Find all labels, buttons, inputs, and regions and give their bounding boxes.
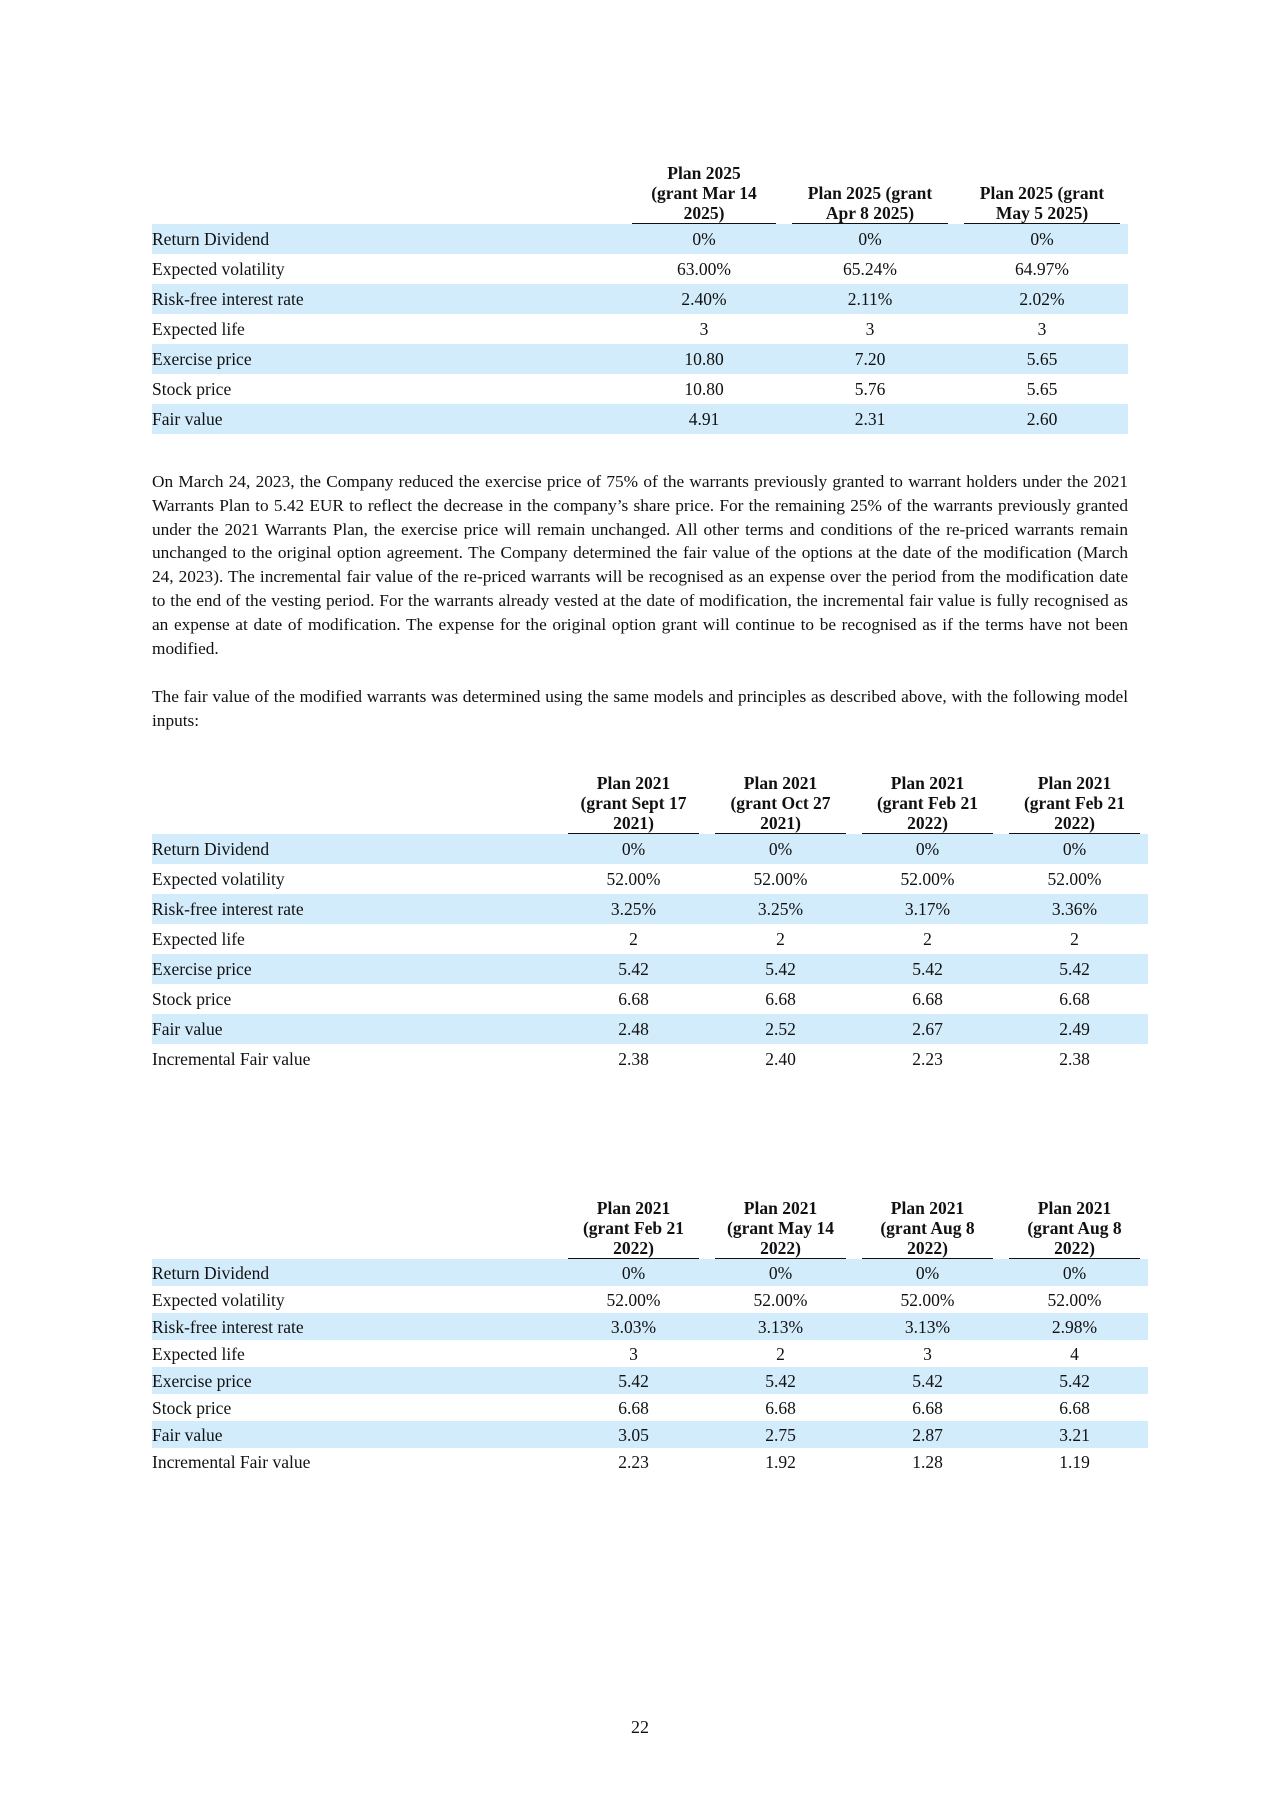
- table-cell: 5.76: [854, 379, 886, 399]
- table-cell: 5.65: [956, 344, 1128, 374]
- page-number: 22: [631, 1717, 649, 1737]
- table-cell: 2.38: [1059, 1049, 1090, 1069]
- row-label: Expected volatility: [152, 259, 285, 279]
- table-cell: 6.68: [1059, 989, 1090, 1009]
- table-cell: 2.75: [707, 1421, 854, 1448]
- table-cell: 0%: [784, 224, 956, 254]
- table-cell: 2.31: [784, 404, 956, 434]
- table-cell: 2.40: [765, 1049, 796, 1069]
- table-row: [152, 404, 1128, 434]
- table-cell: 63.00%: [677, 259, 731, 279]
- table-row: [152, 1421, 1148, 1448]
- table-cell: 0%: [854, 1259, 1001, 1286]
- table-cell: 1.92: [765, 1451, 796, 1472]
- table-cell: 0%: [1001, 1259, 1148, 1286]
- table-cell: 0%: [854, 834, 1001, 864]
- table-row: [152, 864, 1148, 894]
- table-cell: 52.00%: [900, 1289, 955, 1310]
- column-header: Plan 2025 (grant May 5 2025): [956, 163, 1128, 224]
- table-row: [152, 1259, 1148, 1286]
- table-cell: 64.97%: [1015, 259, 1069, 279]
- table-cell: 2: [776, 929, 785, 949]
- row-label: Return Dividend: [152, 834, 560, 864]
- header-spacer: [152, 773, 560, 834]
- table-cell: 0%: [707, 834, 854, 864]
- row-label: Expected life: [152, 319, 245, 339]
- table-cell: 65.24%: [843, 259, 897, 279]
- fair-value-table-modified-2021-b: [152, 1198, 1148, 1475]
- row-label: Fair value: [152, 404, 624, 434]
- column-header: Plan 2021 (grant Feb 21 2022): [1001, 773, 1148, 834]
- table-cell: 6.68: [765, 1397, 796, 1418]
- table-header-row: [152, 163, 1128, 224]
- table-cell: 1.19: [1059, 1451, 1090, 1472]
- table-cell: 2.67: [854, 1014, 1001, 1044]
- table-header-row: [152, 1198, 1148, 1259]
- table-cell: 2.52: [707, 1014, 854, 1044]
- row-label: Risk-free interest rate: [152, 284, 624, 314]
- table-cell: 4.91: [624, 404, 784, 434]
- table-cell: 0%: [560, 834, 707, 864]
- column-header: Plan 2021 (grant Feb 21 2022): [560, 1198, 707, 1259]
- table-cell: 3.13%: [707, 1313, 854, 1340]
- table-cell: 0%: [956, 224, 1128, 254]
- table-cell: 6.68: [618, 989, 649, 1009]
- table-cell: 10.80: [684, 379, 724, 399]
- table-cell: 0%: [1001, 834, 1148, 864]
- row-label: Expected volatility: [152, 1289, 285, 1310]
- table-cell: 6.68: [912, 1397, 943, 1418]
- row-label: Return Dividend: [152, 224, 624, 254]
- table-row: [152, 1448, 1148, 1475]
- row-label: Fair value: [152, 1014, 560, 1044]
- fair-value-table-plan-2025: [152, 163, 1128, 434]
- table-cell: 0%: [707, 1259, 854, 1286]
- table-cell: 5.42: [1001, 954, 1148, 984]
- row-label: Exercise price: [152, 1367, 560, 1394]
- model-inputs-paragraph: The fair value of the modified warrants was determined using the same models and principles as described above, with the following model inputs:: [152, 687, 1128, 730]
- table-row: [152, 284, 1128, 314]
- table-cell: 2.60: [956, 404, 1128, 434]
- column-header: Plan 2025 (grant Mar 14 2025): [624, 163, 784, 224]
- table-row: [152, 894, 1148, 924]
- column-header: Plan 2021 (grant Sept 17 2021): [560, 773, 707, 834]
- table-cell: 5.42: [560, 954, 707, 984]
- row-label: Incremental Fair value: [152, 1049, 311, 1069]
- table-cell: 5.65: [1026, 379, 1058, 399]
- row-label: Exercise price: [152, 954, 560, 984]
- row-label: Incremental Fair value: [152, 1451, 311, 1472]
- table-cell: 4: [1070, 1343, 1079, 1364]
- table-cell: 3.03%: [560, 1313, 707, 1340]
- column-header: Plan 2021 (grant Feb 21 2022): [854, 773, 1001, 834]
- table-cell: 3.17%: [854, 894, 1001, 924]
- column-header: Plan 2021 (grant Aug 8 2022): [854, 1198, 1001, 1259]
- table-cell: 52.00%: [900, 869, 955, 889]
- table-cell: 2.48: [560, 1014, 707, 1044]
- repricing-paragraph: On March 24, 2023, the Company reduced the exercise price of 75% of the warrants previously granted to warrant holders under the 2021 Warrants Plan to 5.42 EUR to reflect the decrease in the company’s share price. For the remaining 25% of the warrants previously granted under the 2021 Warrants Plan, the exercise price will remain unchanged. All other terms and conditions of the re-priced warrants remain unchanged to the original option agreement. The Company determined the fair value of the options at the date of the modification (March 24, 2023). The incremental fair value of the re-priced warrants will be recognised as an expense over the period from the modification date to the end of the vesting period. For the warrants already vested at the date of modification, the incremental fair value is fully recognised as an expense at date of modification. The expense for the original option grant will continue to be recognised as if the terms have not been modified.: [152, 472, 1128, 658]
- table-cell: 3: [865, 319, 875, 339]
- table-cell: 2: [776, 1343, 785, 1364]
- column-header: Plan 2025 (grant Apr 8 2025): [784, 163, 956, 224]
- table-row: [152, 254, 1128, 284]
- table-cell: 5.42: [560, 1367, 707, 1394]
- table-cell: 52.00%: [606, 869, 661, 889]
- table-cell: 2.98%: [1001, 1313, 1148, 1340]
- table-cell: 52.00%: [606, 1289, 661, 1310]
- table-cell: 3.21: [1001, 1421, 1148, 1448]
- table-row: [152, 834, 1148, 864]
- table-row: [152, 1367, 1148, 1394]
- row-label: Stock price: [152, 379, 232, 399]
- table-row: [152, 1044, 1148, 1074]
- table-row: [152, 1313, 1148, 1340]
- table-header-row: [152, 773, 1148, 834]
- row-label: Expected life: [152, 1343, 245, 1364]
- row-label: Stock price: [152, 989, 232, 1009]
- table-row: [152, 1394, 1148, 1421]
- table-row: [152, 344, 1128, 374]
- table-cell: 5.42: [707, 1367, 854, 1394]
- table-row: [152, 924, 1148, 954]
- table-row: [152, 1340, 1148, 1367]
- table-cell: 5.42: [707, 954, 854, 984]
- table-cell: 3: [629, 1343, 638, 1364]
- table-cell: 1.28: [912, 1451, 943, 1472]
- table-cell: 2: [629, 929, 638, 949]
- header-spacer: [152, 163, 624, 224]
- table-cell: 0%: [624, 224, 784, 254]
- column-header: Plan 2021 (grant Aug 8 2022): [1001, 1198, 1148, 1259]
- column-header: Plan 2021 (grant Oct 27 2021): [707, 773, 854, 834]
- table-cell: 2.02%: [956, 284, 1128, 314]
- table-cell: 5.42: [1001, 1367, 1148, 1394]
- fair-value-table-modified-2021-a: [152, 773, 1148, 1074]
- table-cell: 7.20: [784, 344, 956, 374]
- table-cell: 6.68: [765, 989, 796, 1009]
- row-label: Return Dividend: [152, 1259, 560, 1286]
- table-row: [152, 984, 1148, 1014]
- table-row: [152, 1286, 1148, 1313]
- header-spacer: [152, 1198, 560, 1259]
- table-cell: 3.25%: [560, 894, 707, 924]
- table-cell: 52.00%: [1047, 1289, 1102, 1310]
- row-label: Risk-free interest rate: [152, 894, 560, 924]
- table-cell: 3.36%: [1001, 894, 1148, 924]
- table-cell: 2.49: [1001, 1014, 1148, 1044]
- table-cell: 3.25%: [707, 894, 854, 924]
- table-cell: 5.42: [854, 954, 1001, 984]
- table-cell: 2: [1070, 929, 1079, 949]
- table-row: [152, 314, 1128, 344]
- table-cell: 3.13%: [854, 1313, 1001, 1340]
- table-row: [152, 1014, 1148, 1044]
- table-cell: 6.68: [1059, 1397, 1090, 1418]
- row-label: Fair value: [152, 1421, 560, 1448]
- table-cell: 2.38: [618, 1049, 649, 1069]
- table-cell: 2.40%: [624, 284, 784, 314]
- table-cell: 2.87: [854, 1421, 1001, 1448]
- table-cell: 5.42: [854, 1367, 1001, 1394]
- table-cell: 6.68: [618, 1397, 649, 1418]
- row-label: Risk-free interest rate: [152, 1313, 560, 1340]
- table-cell: 2: [923, 929, 932, 949]
- table-row: [152, 954, 1148, 984]
- table-cell: 6.68: [912, 989, 943, 1009]
- table-cell: 2.11%: [784, 284, 956, 314]
- row-label: Exercise price: [152, 344, 624, 374]
- table-row: [152, 224, 1128, 254]
- table-cell: 3.05: [560, 1421, 707, 1448]
- table-cell: 2.23: [912, 1049, 943, 1069]
- table-cell: 52.00%: [753, 1289, 808, 1310]
- table-cell: 0%: [560, 1259, 707, 1286]
- table-cell: 10.80: [624, 344, 784, 374]
- column-header: Plan 2021 (grant May 14 2022): [707, 1198, 854, 1259]
- row-label: Expected life: [152, 929, 245, 949]
- table-cell: 52.00%: [1047, 869, 1102, 889]
- table-cell: 3: [699, 319, 709, 339]
- row-label: Expected volatility: [152, 869, 285, 889]
- row-label: Stock price: [152, 1397, 232, 1418]
- table-cell: 52.00%: [753, 869, 808, 889]
- table-row: [152, 374, 1128, 404]
- table-cell: 3: [923, 1343, 932, 1364]
- table-cell: 3: [1037, 319, 1047, 339]
- table-cell: 2.23: [618, 1451, 649, 1472]
